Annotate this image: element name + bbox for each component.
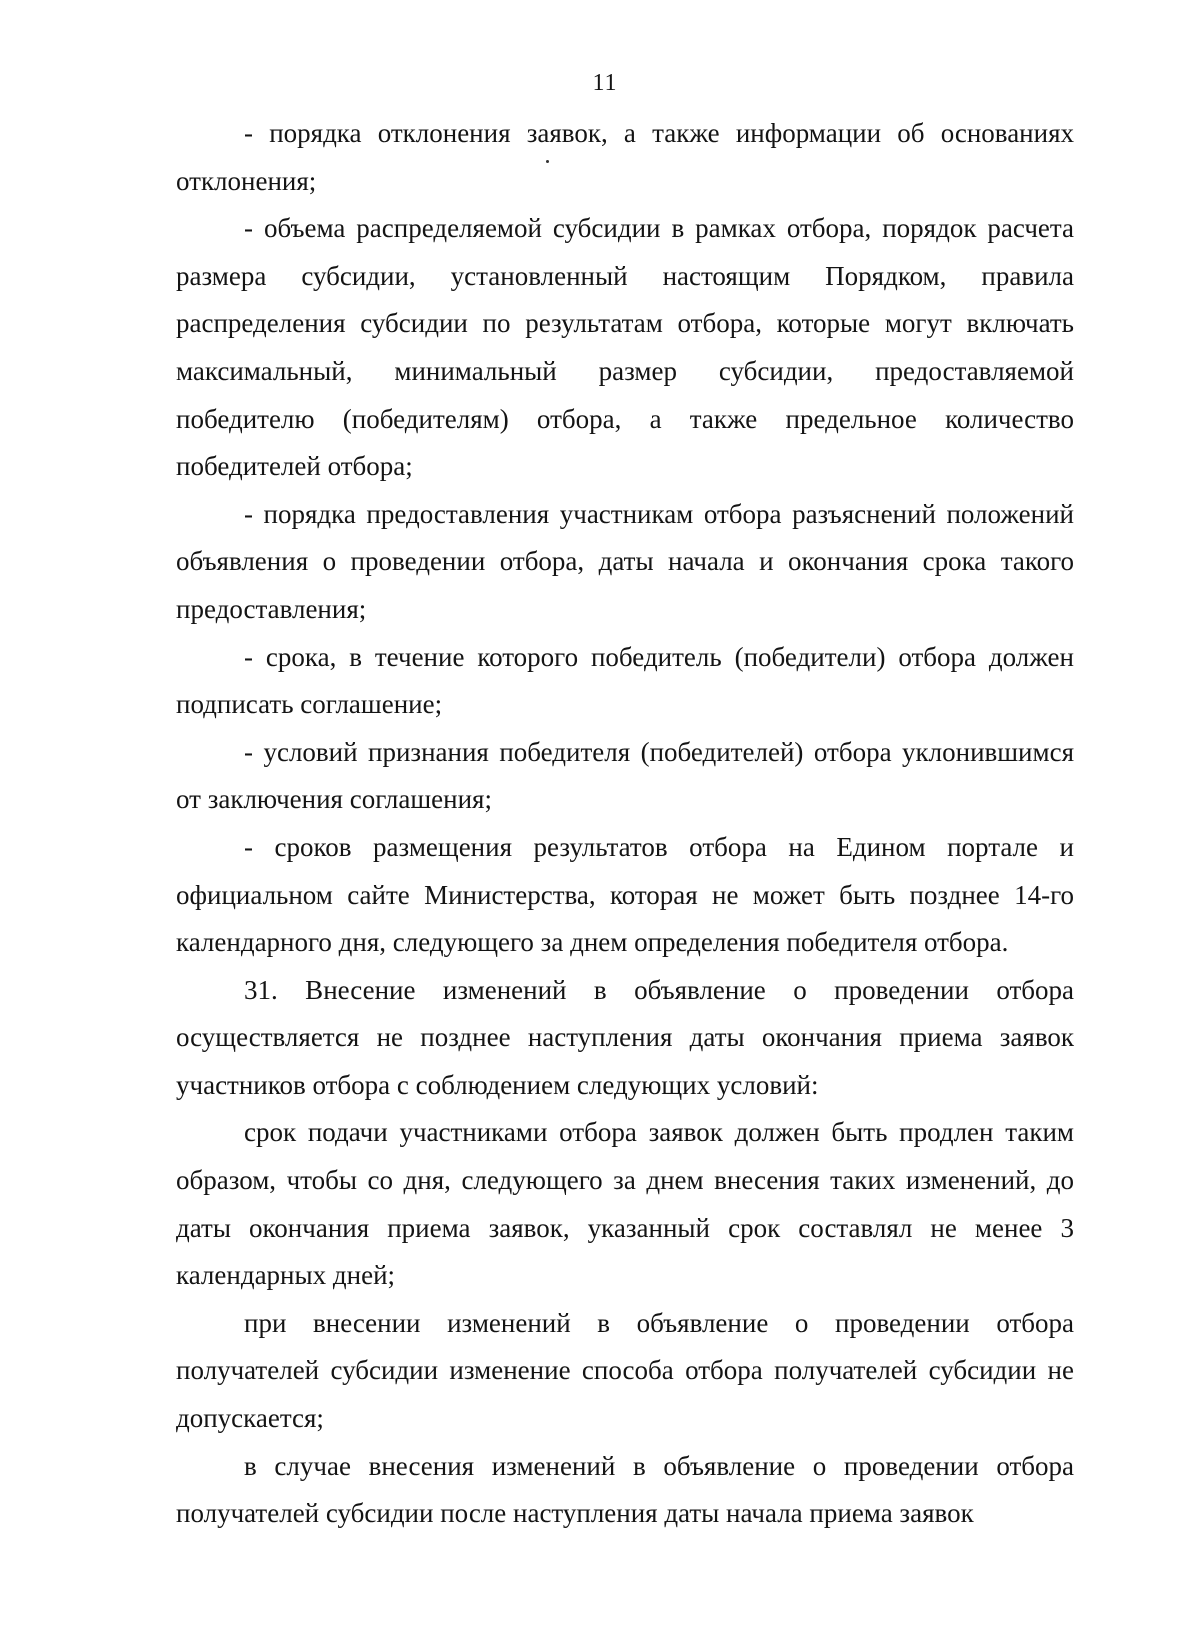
page-number: 11: [592, 70, 618, 96]
paragraph: в случае внесения изменений в объявление о проведении отбора получателей субсидии после наступления даты начала приема заявок: [176, 1450, 1074, 1529]
scan-speck: [546, 160, 549, 163]
paragraph: при внесении изменений в объявление о проведении отбора получателей субсидии изменение способа отбора получателей субсидии не допускается;: [176, 1307, 1074, 1434]
paragraph: - объема распределяемой субсидии в рамках отбора, порядок расчета размера субсидии, установленный настоящим Порядком, правила распределения субсидии по результатам отбора, которые могут включать максимальный, минимальный размер субсидии, предоставляемой победителю (победителям) отбора, а также предельное количество победителей отбора;: [176, 213, 1074, 482]
paragraph: - сроков размещения результатов отбора на Едином портале и официальном сайте Министерства, которая не может быть позднее 14-го календарного дня, следующего за днем определения победителя отбора.: [176, 831, 1074, 958]
paragraph: 31. Внесение изменений в объявление о проведении отбора осуществляется не позднее наступления даты окончания приема заявок участников отбора с соблюдением следующих условий:: [176, 974, 1074, 1100]
paragraph: - условий признания победителя (победителей) отбора уклонившимся от заключения соглашения;: [176, 736, 1074, 815]
document-body: [176, 110, 1074, 1538]
paragraph: - срока, в течение которого победитель (победители) отбора должен подписать соглашение;: [176, 641, 1074, 720]
paragraph: - порядка отклонения заявок, а также информации об основаниях отклонения;: [176, 118, 1074, 196]
paragraph: - порядка предоставления участникам отбора разъяснений положений объявления о проведении отбора, даты начала и окончания срока такого предоставления;: [176, 498, 1074, 624]
paragraph: срок подачи участниками отбора заявок должен быть продлен таким образом, чтобы со дня, следующего за днем внесения таких изменений, до даты окончания приема заявок, указанный срок составлял не менее 3 календарных дней;: [176, 1117, 1074, 1291]
